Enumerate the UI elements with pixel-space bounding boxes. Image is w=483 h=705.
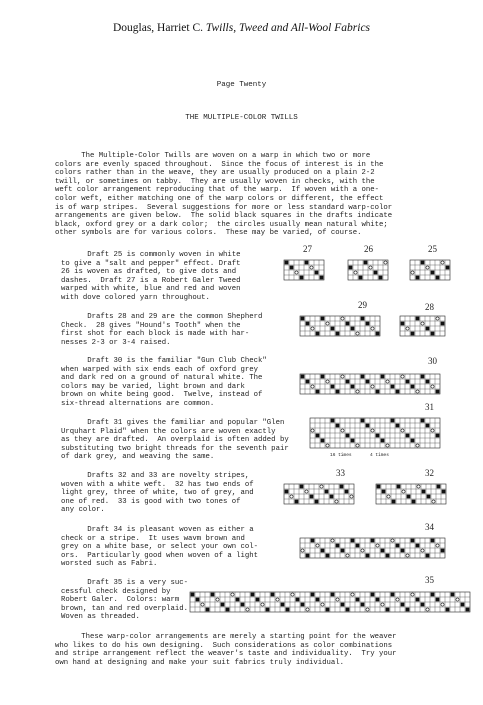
draft-mark xyxy=(436,317,439,320)
draft-mark xyxy=(421,261,425,265)
draft-mark xyxy=(351,439,355,443)
draft-mark xyxy=(310,495,314,499)
draft-mark xyxy=(371,385,374,388)
draft-mark xyxy=(305,490,308,493)
draft-mark xyxy=(366,322,370,326)
draft-mark xyxy=(442,490,446,494)
intro-line: twill, or sometimes on tabby. They are usually woven in checks, with the xyxy=(55,177,375,186)
draft-mark xyxy=(397,485,401,489)
draft-mark xyxy=(354,271,357,274)
draft-mark xyxy=(316,332,320,336)
draft-mark xyxy=(325,490,329,494)
draft-mark xyxy=(401,322,405,326)
draft-mark xyxy=(376,434,380,438)
draft-mark xyxy=(436,434,440,438)
draft-mark xyxy=(376,598,380,602)
draft-mark xyxy=(311,593,315,597)
paragraph-line: Draft 25 is commonly woven in white xyxy=(61,251,241,259)
draft-mark xyxy=(336,390,340,394)
draft-mark xyxy=(196,598,200,602)
draft-mark xyxy=(356,598,360,602)
draft-mark xyxy=(426,424,430,428)
draft-mark xyxy=(331,419,335,423)
draft-mark xyxy=(366,554,370,558)
draft-mark xyxy=(382,490,386,494)
draft-mark xyxy=(256,598,260,602)
draft-mark xyxy=(426,327,430,331)
paragraph-line: Draft 31 gives the familiar and popular "Glen xyxy=(61,419,285,427)
paragraph-line: first shot for each block is made with har- xyxy=(61,330,250,339)
draft-mark xyxy=(371,539,375,543)
draft-mark xyxy=(451,593,455,597)
draft-mark xyxy=(290,266,294,270)
draft-mark xyxy=(387,495,390,498)
draft-mark xyxy=(349,266,353,270)
paragraph-line: Woven as threaded. xyxy=(61,613,140,622)
paragraph-line: woven with a white weft. 32 has two ends of xyxy=(61,480,254,489)
draft-mark xyxy=(441,322,445,326)
paragraph-line: any color. xyxy=(61,506,105,515)
draft-mark xyxy=(436,276,440,280)
paragraph-line: one of red. 33 is good with two tones of xyxy=(61,497,241,506)
draft-mark xyxy=(416,598,420,602)
draft-mark xyxy=(346,434,350,438)
draft-mark xyxy=(361,375,365,379)
draft-mark xyxy=(411,332,415,336)
draft-mark xyxy=(231,593,234,596)
paragraph-line: light grey, three of white, two of grey, and xyxy=(61,489,254,498)
paragraph-line: Draft 34 is pleasant woven as either a xyxy=(61,526,254,534)
draft-mark xyxy=(384,261,387,264)
draft-mark xyxy=(431,385,434,388)
draft-mark xyxy=(341,429,344,432)
draft-number-28: 28 xyxy=(425,302,434,312)
draft-mark xyxy=(396,424,400,428)
paragraph-line: colors may be varied, light brown and dark xyxy=(61,382,245,391)
draft-number-32: 32 xyxy=(425,468,434,478)
draft-number-27: 27 xyxy=(303,244,312,254)
draft-mark xyxy=(381,603,384,606)
draft-mark xyxy=(211,593,215,597)
draft-mark xyxy=(306,322,310,326)
draft-grid-35 xyxy=(190,592,470,612)
draft-mark xyxy=(401,549,405,553)
draft-mark xyxy=(351,539,355,543)
paragraph-line: cessful check designed by xyxy=(61,587,171,596)
draft-mark xyxy=(310,266,313,269)
draft-mark xyxy=(392,500,396,504)
draft-mark xyxy=(379,276,383,280)
draft-mark xyxy=(326,380,329,383)
draft-mark xyxy=(386,444,389,447)
draft-mark xyxy=(336,332,340,336)
draft-mark xyxy=(436,390,440,394)
draft-mark xyxy=(356,332,359,335)
draft-mark xyxy=(331,385,335,389)
paragraph-line: with dove colored yarn throughout. xyxy=(61,293,210,302)
draft-mark xyxy=(361,419,365,423)
draft-mark xyxy=(286,608,290,612)
draft-grid-34 xyxy=(300,538,445,558)
draft-mark xyxy=(311,385,314,388)
draft-mark xyxy=(396,390,400,394)
draft-number-34: 34 xyxy=(425,522,434,532)
draft-mark xyxy=(285,490,289,494)
intro-line: black, oxford grey or a dark color; the circles usually mean natural white; xyxy=(55,220,388,229)
draft-mark xyxy=(331,539,334,542)
draft-grid-32 xyxy=(376,484,446,504)
draft-mark xyxy=(401,429,404,432)
closing-line: These warp-color arrangements are merely a starting point for the weaver xyxy=(55,633,397,641)
draft-mark xyxy=(466,608,470,612)
paragraph-line: brown, tan and red overplaid. xyxy=(61,604,188,613)
draft-mark xyxy=(320,276,324,280)
intro-line: other symbols are for various colors. These may be varied, of course. xyxy=(55,229,362,238)
draft-number-25: 25 xyxy=(428,244,437,254)
draft-mark xyxy=(437,485,441,489)
draft-mark xyxy=(346,608,350,612)
draft-mark xyxy=(301,549,304,552)
draft-number-26: 26 xyxy=(364,244,373,254)
draft-mark xyxy=(416,390,419,393)
draft-mark xyxy=(271,593,275,597)
draft-mark xyxy=(416,544,420,548)
draft-mark xyxy=(412,500,416,504)
draft-mark xyxy=(351,385,355,389)
draft-mark xyxy=(431,593,435,597)
draft-mark xyxy=(206,608,210,612)
draft-mark xyxy=(236,598,240,602)
draft-mark xyxy=(411,539,415,543)
draft-mark xyxy=(406,554,409,557)
draft-mark xyxy=(411,271,414,274)
draft-mark xyxy=(295,500,299,504)
draft-mark xyxy=(316,390,320,394)
draft-mark xyxy=(306,380,310,384)
draft-mark xyxy=(401,375,404,378)
closing-line: own hand at designing and make your suit fabrics truly individual. xyxy=(55,658,345,667)
draft-mark xyxy=(336,598,339,601)
draft-mark xyxy=(431,429,434,432)
draft-mark xyxy=(402,490,405,493)
draft-mark xyxy=(290,495,293,498)
draft-mark xyxy=(346,322,350,326)
draft-mark xyxy=(359,276,363,280)
draft-mark xyxy=(417,485,420,488)
draft-mark xyxy=(431,271,435,275)
draft-mark xyxy=(221,603,225,607)
draft-mark xyxy=(376,544,379,547)
draft-mark xyxy=(320,485,323,488)
draft-mark xyxy=(331,327,335,331)
draft-mark xyxy=(191,593,195,597)
draft-mark xyxy=(446,608,450,612)
draft-mark xyxy=(261,603,264,606)
draft-mark xyxy=(300,485,304,489)
intro-line: colors rather than in the weave, they are usually produced on a plain 2-2 xyxy=(55,169,375,178)
draft-mark xyxy=(346,554,349,557)
draft-mark xyxy=(391,385,395,389)
draft-mark xyxy=(361,603,365,607)
draft-grid-28 xyxy=(400,316,445,336)
draft-grid-29 xyxy=(300,316,380,336)
draft-mark xyxy=(326,322,329,325)
draft-mark xyxy=(241,603,245,607)
paragraph-line: Urquhart Plaid" when the colors are woven exactly xyxy=(61,427,276,436)
draft-mark xyxy=(381,549,385,553)
draft-mark xyxy=(426,608,429,611)
draft-mark xyxy=(336,424,340,428)
draft-mark xyxy=(306,554,310,558)
draft-mark xyxy=(336,544,340,548)
draft-mark xyxy=(364,261,368,265)
draft-mark xyxy=(305,261,309,265)
draft-mark xyxy=(341,317,344,320)
intro-line: weft color arrangement reproducing that of the warp. If woven with a one- xyxy=(55,186,380,195)
paragraph-line: dashes. Draft 27 is a Robert Galer Tweed xyxy=(61,276,241,285)
draft-mark xyxy=(441,261,444,264)
draft-mark xyxy=(376,390,380,394)
draft-mark xyxy=(421,419,425,423)
draft-mark xyxy=(366,608,369,611)
draft-mark xyxy=(411,593,414,596)
paragraph-line: six-thread alternations are common. xyxy=(61,399,215,408)
draft-mark xyxy=(311,539,315,543)
draft-mark xyxy=(361,549,364,552)
draft-mark xyxy=(407,495,411,499)
draft-mark xyxy=(321,375,325,379)
draft-mark xyxy=(366,380,370,384)
draft-mark xyxy=(371,593,375,597)
draft-mark xyxy=(346,380,350,384)
draft-number-29: 29 xyxy=(358,300,367,310)
draft-mark xyxy=(381,375,385,379)
draft-mark xyxy=(391,593,395,597)
paragraph-line: Drafts 32 and 33 are novelty stripes, xyxy=(61,472,250,480)
intro-line: colors are evenly spaced throughout. Since the focus of interest is in the xyxy=(55,160,384,169)
draft-grid-31 xyxy=(310,418,440,448)
draft-mark xyxy=(291,593,294,596)
draft-mark xyxy=(422,490,426,494)
draft-mark xyxy=(406,434,410,438)
draft-mark xyxy=(315,271,319,275)
draft-mark xyxy=(426,554,430,558)
draft-mark xyxy=(369,266,372,269)
draft-31-note-left: 16 times xyxy=(330,453,352,458)
draft-mark xyxy=(341,549,345,553)
paragraph-line: worsted such as Fabri. xyxy=(61,560,158,569)
intro-line: is of warp stripes. Several suggestions for more or less standard warp-color xyxy=(55,203,393,212)
draft-mark xyxy=(431,332,435,336)
draft-mark xyxy=(345,490,349,494)
draft-mark xyxy=(321,549,325,553)
draft-mark xyxy=(406,380,410,384)
intro-line: The Multiple-Color Twills are woven on a warp in which two or more xyxy=(55,152,371,160)
draft-mark xyxy=(432,500,435,503)
draft-number-35: 35 xyxy=(425,575,434,585)
draft-mark xyxy=(335,500,338,503)
draft-mark xyxy=(296,598,300,602)
draft-mark xyxy=(301,317,305,321)
draft-mark xyxy=(371,429,374,432)
paragraph-line: to give a "salt and pepper" effect. Draft xyxy=(61,259,241,268)
paragraph-line: Draft 35 is a very suc- xyxy=(61,579,188,587)
draft-grid-33 xyxy=(284,484,354,504)
draft-number-30: 30 xyxy=(428,356,437,366)
draft-mark xyxy=(421,549,424,552)
draft-mark xyxy=(406,608,410,612)
draft-mark xyxy=(441,549,445,553)
draft-mark xyxy=(341,375,344,378)
draft-mark xyxy=(361,317,365,321)
closing-line: who likes to do his own designing. Such considerations as color combinations xyxy=(55,641,393,650)
draft-mark xyxy=(416,276,420,280)
paragraph-line: nesses 2-3 or 3-4 raised. xyxy=(61,338,171,347)
draft-mark xyxy=(285,261,289,265)
draft-mark xyxy=(226,608,230,612)
draft-mark xyxy=(406,327,409,330)
draft-mark xyxy=(411,439,415,443)
draft-mark xyxy=(371,327,374,330)
draft-mark xyxy=(396,598,399,601)
paragraph-line: check or a stripe. It uses wavm brown and xyxy=(61,534,245,543)
draft-mark xyxy=(326,444,329,447)
draft-mark xyxy=(461,603,465,607)
draft-mark xyxy=(266,608,270,612)
draft-mark xyxy=(321,317,325,321)
paragraph-line: brown on white being good. Twelve, instead of xyxy=(61,391,263,400)
draft-mark xyxy=(316,598,320,602)
draft-number-31: 31 xyxy=(425,402,434,412)
draft-mark xyxy=(216,598,219,601)
draft-mark xyxy=(391,539,394,542)
page-label: Page Twenty xyxy=(216,81,267,89)
draft-mark xyxy=(295,271,298,274)
draft-mark xyxy=(427,495,431,499)
draft-mark xyxy=(281,603,285,607)
paragraph-line: warped with white, blue and red and woven xyxy=(61,285,241,294)
draft-mark xyxy=(306,608,309,611)
draft-mark xyxy=(316,434,320,438)
draft-mark xyxy=(351,593,354,596)
draft-mark xyxy=(311,327,314,330)
draft-mark xyxy=(396,544,400,548)
draft-mark xyxy=(446,266,450,270)
draft-mark xyxy=(356,444,359,447)
draft-mark xyxy=(421,603,425,607)
draft-mark xyxy=(326,554,330,558)
draft-grid-26 xyxy=(348,260,388,280)
draft-mark xyxy=(315,500,319,504)
paragraph-line: Robert Galer. Colors: warm xyxy=(61,596,180,605)
header-author: Douglas, Harriet C. xyxy=(112,22,204,34)
draft-mark xyxy=(301,375,305,379)
draft-mark xyxy=(326,608,330,612)
draft-mark xyxy=(416,444,419,447)
paragraph-line: when warped with six ends each of oxford grey xyxy=(61,365,259,374)
header-work-title: Twills, Tweed and All-Wool Fabrics xyxy=(205,22,371,34)
draft-mark xyxy=(311,429,314,432)
draft-mark xyxy=(421,322,424,325)
draft-grid-25 xyxy=(410,260,450,280)
draft-mark xyxy=(356,544,360,548)
draft-mark xyxy=(401,603,405,607)
paragraph-line: substituting two bright threads for the seventh pair xyxy=(61,444,289,453)
draft-mark xyxy=(201,603,204,606)
draft-mark xyxy=(251,593,255,597)
draft-mark xyxy=(276,598,279,601)
draft-mark xyxy=(350,495,353,498)
draft-mark xyxy=(330,495,334,499)
paragraph-line: grey on a white base, or select your own col- xyxy=(61,543,259,552)
paragraph-line: 26 is woven as drafted, to give dots and xyxy=(61,268,237,277)
paragraph-line: ors. Particularly good when woven of a light xyxy=(61,551,259,560)
paragraph-line: Draft 30 is the familiar "Gun Club Check" xyxy=(61,357,267,365)
draft-mark xyxy=(386,608,390,612)
paragraph-line: Check. 28 gives "Hound's Tooth" when the xyxy=(61,321,241,330)
draft-mark xyxy=(301,603,305,607)
draft-number-33: 33 xyxy=(336,468,345,478)
draft-mark xyxy=(416,317,420,321)
draft-mark xyxy=(376,332,380,336)
draft-mark xyxy=(331,593,335,597)
draft-mark xyxy=(366,424,370,428)
intro-line: color weft, either matching one of the warp colors or different, the effect xyxy=(55,194,384,203)
draft-mark xyxy=(351,327,355,331)
draft-mark xyxy=(386,380,389,383)
draft-mark xyxy=(436,598,440,602)
draft-mark xyxy=(341,603,345,607)
draft-mark xyxy=(377,485,381,489)
draft-mark xyxy=(356,390,359,393)
draft-mark xyxy=(316,544,319,547)
paragraph-line: and dark red on a ground of natural white. The xyxy=(61,374,263,383)
draft-mark xyxy=(374,271,378,275)
draft-mark xyxy=(321,439,325,443)
draft-mark xyxy=(431,539,435,543)
draft-mark xyxy=(436,544,439,547)
draft-mark xyxy=(441,603,444,606)
draft-mark xyxy=(426,380,430,384)
paragraph-line: as they are drafted. An overplaid is often added by xyxy=(61,436,289,445)
intro-line: arrangements are given below. The solid black squares in the drafts indicate xyxy=(55,212,393,221)
draft-mark xyxy=(386,554,390,558)
draft-31-note-right: 4 times xyxy=(370,453,389,458)
draft-grid-27 xyxy=(284,260,324,280)
draft-mark xyxy=(411,385,415,389)
draft-mark xyxy=(426,266,429,269)
draft-mark xyxy=(421,375,425,379)
draft-mark xyxy=(381,439,385,443)
paragraph-line: of dark grey, and weaving the same. xyxy=(61,453,215,462)
draft-mark xyxy=(340,485,344,489)
draft-mark xyxy=(321,603,324,606)
section-title: THE MULTIPLE-COLOR TWILLS xyxy=(185,114,298,122)
draft-mark xyxy=(456,598,459,601)
closing-line: and stripe arrangement reflect the weaver's taste and individuality. Try your xyxy=(55,650,397,659)
draft-mark xyxy=(391,419,395,423)
draft-grid-30 xyxy=(300,374,440,394)
draft-mark xyxy=(246,608,249,611)
draft-mark xyxy=(300,276,304,280)
paragraph-line: Drafts 28 and 29 are the common Shepherd xyxy=(61,313,263,321)
